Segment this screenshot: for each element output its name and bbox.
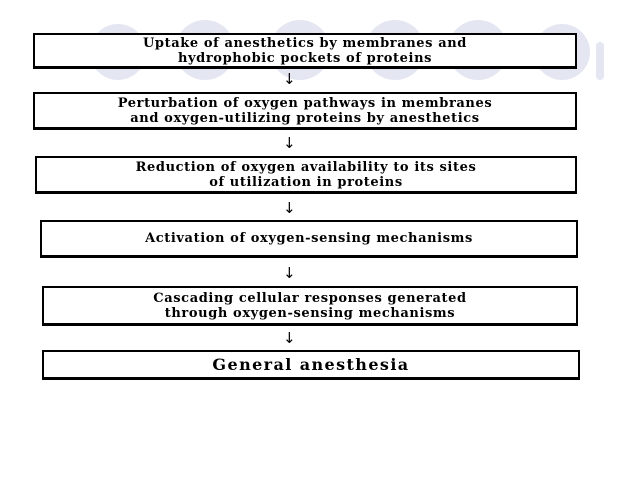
down-arrow-icon: ↓ [283, 134, 296, 152]
down-arrow-icon: ↓ [283, 70, 296, 88]
flow-step-4: Activation of oxygen-sensing mechanisms [40, 220, 578, 258]
decor-bar [596, 42, 604, 80]
flow-step-3: Reduction of oxygen availability to its sites of utilization in proteins [35, 156, 577, 194]
down-arrow-icon: ↓ [283, 264, 296, 282]
flow-step-2: Perturbation of oxygen pathways in membranes and oxygen-utilizing proteins by anesthetics [33, 92, 577, 130]
down-arrow-icon: ↓ [283, 329, 296, 347]
flow-step-6: General anesthesia [42, 350, 580, 380]
down-arrow-icon: ↓ [283, 199, 296, 217]
flow-step-1: Uptake of anesthetics by membranes and hydrophobic pockets of proteins [33, 33, 577, 69]
flow-step-5: Cascading cellular responses generated through oxygen-sensing mechanisms [42, 286, 578, 326]
